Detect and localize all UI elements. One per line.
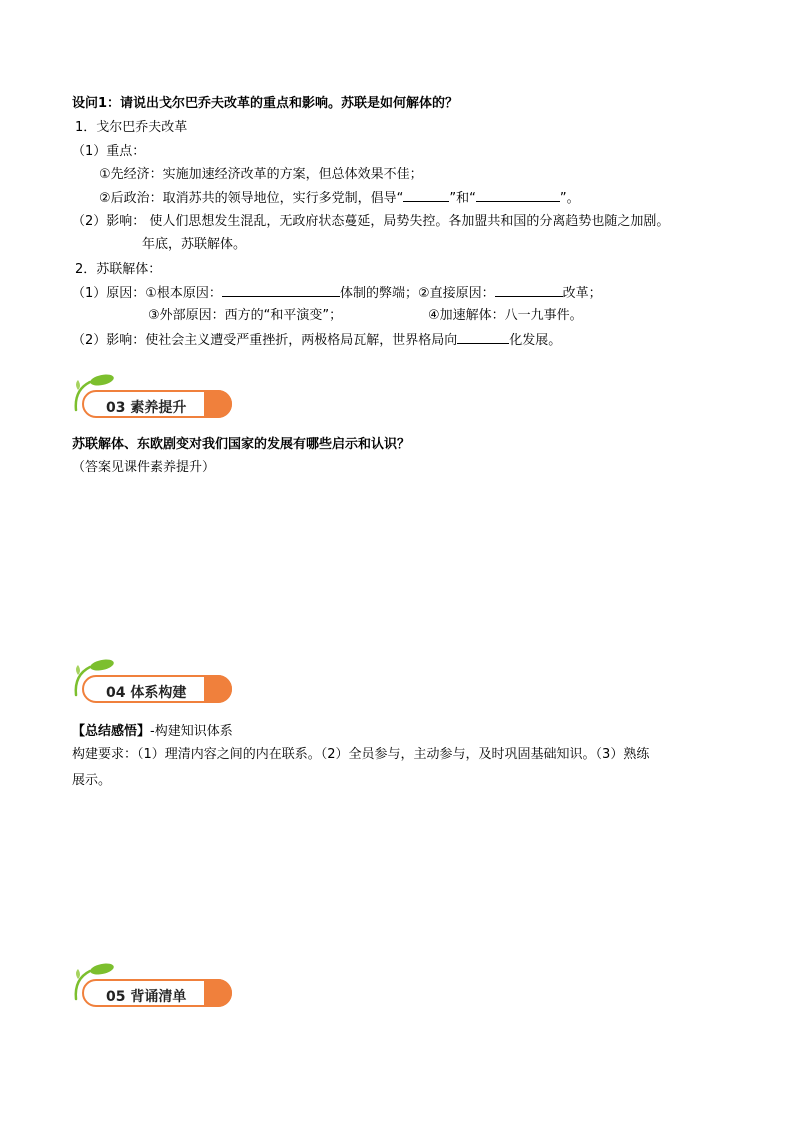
- question-title: 设问1：请说出戈尔巴乔夫改革的重点和影响。苏联是如何解体的？: [72, 96, 459, 111]
- dissolution-impact-b: 化发展。: [509, 333, 562, 348]
- impact-year-line: 年底，苏联解体。: [142, 237, 247, 252]
- reason-text-c: 改革；: [562, 286, 602, 301]
- reason-line: [72, 284, 602, 303]
- requirements-line-1: 构建要求：（1）理清内容之间的内在联系。（2）全员参与，主动参与，及时巩固基础知识。（3）熟练: [72, 747, 650, 762]
- summary-tag: 【总结感悟】: [72, 724, 151, 739]
- section-pill: [82, 979, 232, 1007]
- section-header-05: [72, 961, 247, 1013]
- politics-text-a: ②后政治：取消苏共的领导地位，实行多党制，倡导“: [99, 191, 404, 206]
- section-pill: [82, 675, 232, 703]
- reason-text-a: （1）原因：①根本原因：: [72, 286, 222, 301]
- external-reason: ③外部原因：西方的“和平演变”；: [148, 308, 343, 323]
- section-label: 04 体系构建: [106, 685, 187, 701]
- summary-heading: [72, 723, 233, 741]
- reflection-question: 苏联解体、东欧剧变对我们国家的发展有哪些启示和认识？: [72, 437, 411, 452]
- fill-blank[interactable]: [403, 189, 449, 202]
- subheading-dissolution: 2．苏联解体：: [75, 262, 162, 277]
- reason-text-b: 体制的弊端；②直接原因：: [339, 286, 495, 301]
- reflection-note: （答案见课件素养提升）: [72, 460, 216, 475]
- focus-politics: [99, 189, 580, 208]
- impact-text: （2）影响： 使人们思想发生混乱，无政府状态蔓延，局势失控。各加盟共和国的分离趋势也随之加剧。: [72, 214, 670, 229]
- section-pill: [82, 390, 232, 418]
- subheading-gorbachev: 1．戈尔巴乔夫改革: [75, 120, 188, 135]
- pill-accent: [204, 390, 232, 418]
- politics-text-b: ”和“: [449, 191, 476, 206]
- dissolution-impact-a: （2）影响：使社会主义遭受严重挫折，两极格局瓦解，世界格局向: [72, 333, 458, 348]
- summary-text: -构建知识体系: [150, 724, 233, 739]
- politics-text-c: ”。: [559, 191, 580, 206]
- section-header-03: [72, 372, 247, 424]
- section-label: 05 背诵清单: [106, 989, 187, 1005]
- requirements-line-2: 展示。: [72, 773, 112, 788]
- dissolution-impact: [72, 331, 561, 350]
- focus-label: （1）重点：: [72, 144, 146, 159]
- focus-economy: ①先经济：实施加速经济改革的方案，但总体效果不佳；: [99, 167, 423, 182]
- section-header-04: [72, 657, 247, 709]
- pill-accent: [204, 979, 232, 1007]
- pill-accent: [204, 675, 232, 703]
- fill-blank[interactable]: [476, 189, 560, 202]
- section-label: 03 素养提升: [106, 400, 187, 416]
- fill-blank[interactable]: [457, 331, 509, 344]
- fill-blank[interactable]: [222, 284, 340, 297]
- fill-blank[interactable]: [495, 284, 563, 297]
- accelerating-reason: ④加速解体：八一九事件。: [428, 308, 583, 323]
